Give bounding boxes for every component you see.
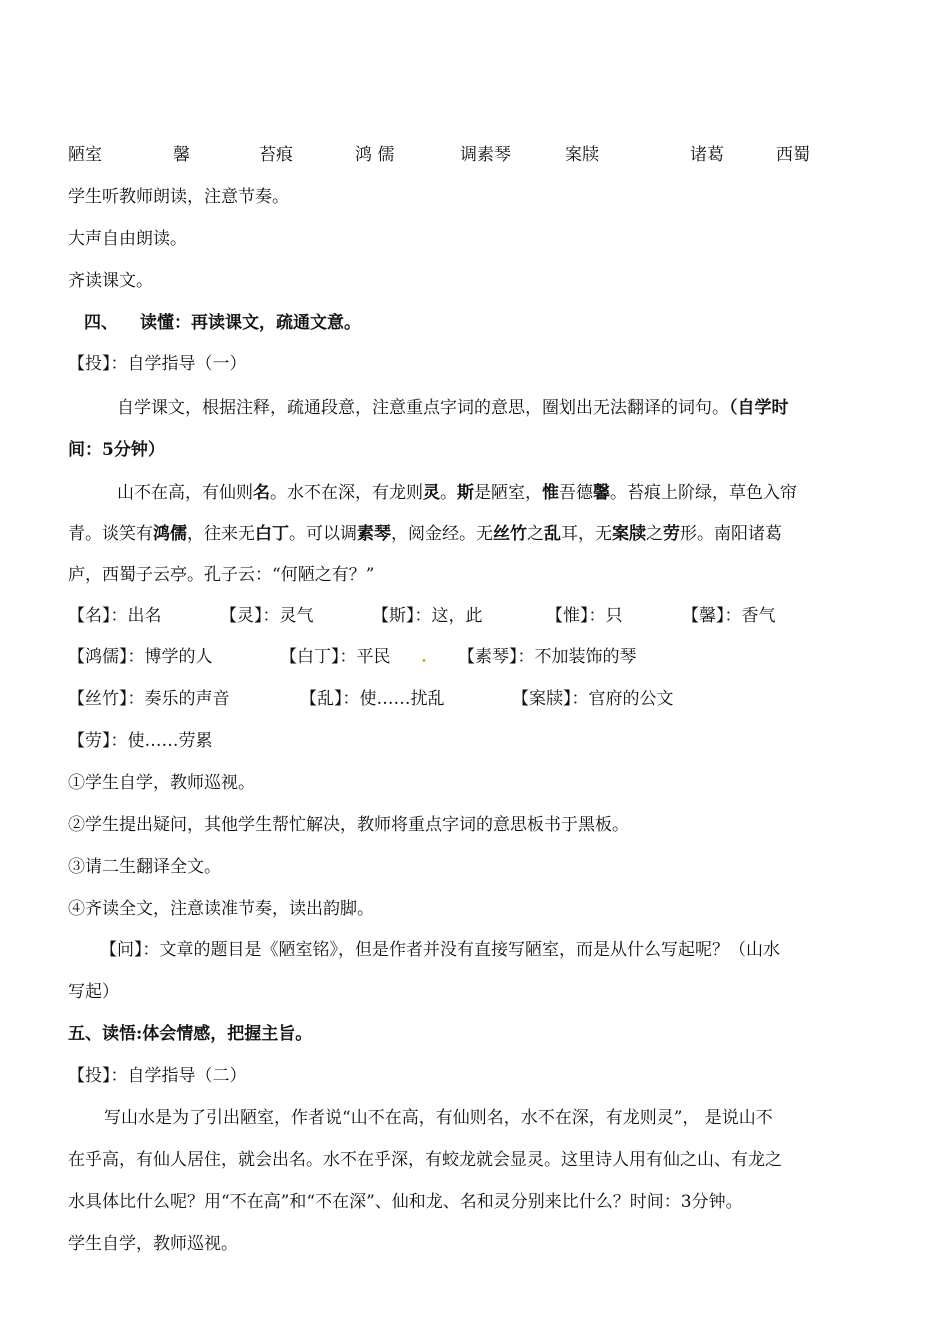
key-word: 丝竹 (493, 524, 527, 544)
section-heading-4 (84, 311, 884, 335)
key-word: 名 (253, 483, 270, 503)
key-word: 乱 (544, 524, 561, 544)
vocab-word: 苔痕 (259, 145, 293, 165)
vocab-word: 馨 (173, 145, 190, 165)
key-word: 素琴 (357, 524, 391, 544)
gloss-row (68, 645, 884, 669)
section-heading-5: 五、读悟:体会情感，把握主旨。 (68, 1024, 313, 1044)
passage-text: 之 (527, 524, 544, 544)
passage-text: 青。谈笑有 (68, 524, 153, 544)
text-line: 学生自学，教师巡视。 (68, 1234, 238, 1254)
vocab-word: 诸葛 (690, 145, 724, 165)
text-line: 学生听教师朗读，注意节奏。 (68, 187, 289, 207)
gloss-row (68, 687, 884, 711)
paragraph-line: 写山水是为了引出陋室，作者说“山不在高，有仙则名，水不在深，有龙则灵”， 是说山不 (104, 1108, 773, 1128)
gloss-item: 【案牍】：官府的公文 (512, 689, 674, 709)
passage-text: 是陋室， (474, 483, 542, 503)
gloss-item: 【馨】：香气 (682, 606, 776, 626)
passage-text: 耳，无 (561, 524, 612, 544)
step-line: ②学生提出疑问，其他学生帮忙解决，教师将重点字词的意思板书于黑板。 (68, 815, 629, 835)
paragraph-line: 在乎高，有仙人居住，就会出名。水不在乎深，有蛟龙就会显灵。这里诗人用有仙之山、有龙之 (68, 1150, 782, 1170)
passage-text: ，阅金经。无 (391, 524, 493, 544)
guide-tag: 【投】： (68, 354, 128, 374)
step-line: ④齐读全文，注意读准节奏，读出韵脚。 (68, 899, 374, 919)
guide-text: 自学指导（一） (127, 354, 247, 374)
passage-text: 之 (646, 524, 663, 544)
guide-line (68, 1064, 884, 1088)
decorative-dot: . (421, 647, 427, 667)
passage-line-1 (117, 481, 884, 505)
step-line: ③请二生翻译全文。 (68, 857, 221, 877)
guide-tag: 【投】： (68, 1066, 128, 1086)
vocab-word: 鸿 儒 (355, 145, 395, 165)
key-word: 白丁 (255, 524, 289, 544)
passage-text: 形。南阳诸葛 (680, 524, 782, 544)
gloss-item: 【乱】：使……扰乱 (300, 689, 445, 709)
key-word: 鸿儒 (153, 524, 187, 544)
key-word: 劳 (663, 524, 680, 544)
instruction-line (117, 396, 884, 420)
text-line: 大声自由朗读。 (68, 229, 187, 249)
passage-text: 。水不在深，有龙则 (270, 483, 423, 503)
passage-text: 。苔痕上阶绿，草色入帘 (610, 483, 797, 503)
gloss-item: 【素琴】：不加装饰的琴 (458, 647, 637, 667)
gloss-item: 【斯】：这，此 (372, 606, 483, 626)
passage-text: 山不在高，有仙则 (117, 483, 253, 503)
gloss-item: 【惟】：只 (546, 606, 623, 626)
gloss-item: 【灵】：灵气 (220, 606, 314, 626)
question-line: 写起） (68, 982, 119, 1002)
vocab-row (68, 143, 884, 167)
vocab-word: 西蜀 (776, 145, 810, 165)
gloss-item: 【丝竹】：奏乐的声音 (68, 689, 230, 709)
key-word: 馨 (593, 483, 610, 503)
vocab-word: 调素琴 (460, 145, 511, 165)
passage-text: ，往来无 (187, 524, 255, 544)
passage-text: 。可以调 (289, 524, 357, 544)
instruction-time-cont: 间：5分钟） (68, 440, 165, 460)
paragraph-line: 水具体比什么呢？用“不在高”和“不在深”、仙和龙、名和灵分别来比什么？时间：3分钟。 (68, 1192, 743, 1212)
key-word: 案牍 (612, 524, 646, 544)
gloss-item: 【名】：出名 (68, 606, 162, 626)
gloss-item: 【白丁】：平民 (280, 647, 391, 667)
key-word: 惟 (542, 483, 559, 503)
passage-text: 吾德 (559, 483, 593, 503)
key-word: 斯 (457, 483, 474, 503)
gloss-row: 【劳】：使……劳累 (68, 731, 213, 751)
vocab-word: 案牍 (565, 145, 599, 165)
text-line: 齐读课文。 (68, 271, 153, 291)
passage-line-2 (68, 522, 884, 546)
question-line: 【问】：文章的题目是《陋室铭》，但是作者并没有直接写陋室，而是从什么写起呢？（山水 (100, 940, 780, 960)
section-title: 读懂：再读课文，疏通文意。 (140, 313, 361, 333)
passage-text: 。 (440, 483, 457, 503)
gloss-row (68, 604, 884, 628)
guide-line (68, 352, 884, 376)
instruction-time: （自学时 (729, 398, 789, 418)
vocab-word: 陋室 (68, 145, 102, 165)
gloss-item: 【鸿儒】：博学的人 (68, 647, 213, 667)
guide-text: 自学指导（二） (127, 1066, 247, 1086)
step-line: ①学生自学，教师巡视。 (68, 773, 255, 793)
instruction-text: 自学课文，根据注释，疏通段意，注意重点字词的意思，圈划出无法翻译的词句。 (117, 398, 729, 418)
key-word: 灵 (423, 483, 440, 503)
section-number: 四、 (84, 313, 118, 333)
passage-line-3: 庐，西蜀子云亭。孔子云：“何陋之有？” (68, 565, 375, 585)
